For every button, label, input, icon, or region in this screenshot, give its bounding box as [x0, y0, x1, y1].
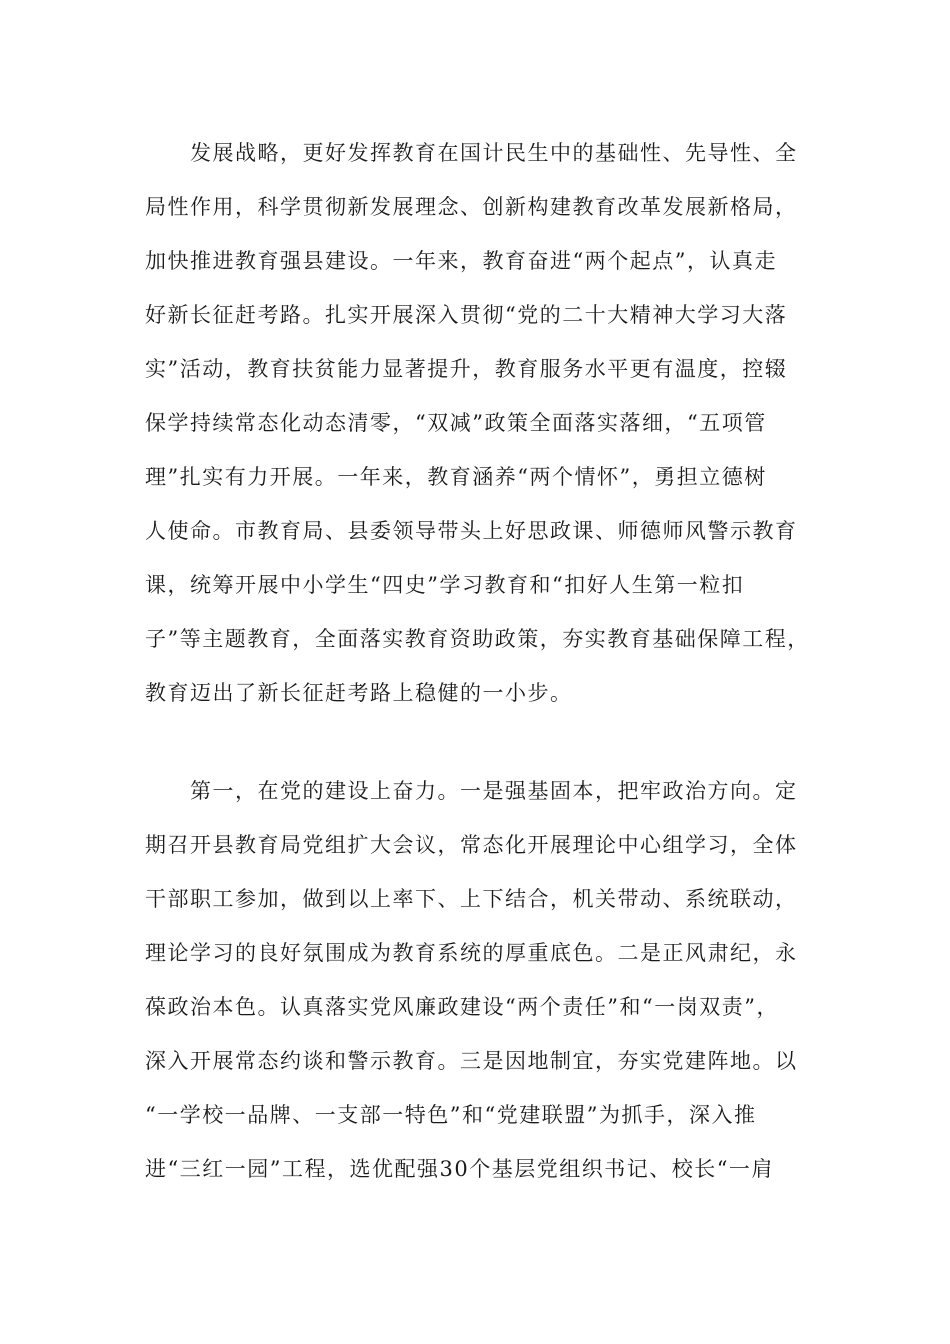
paragraph-1-line-9: 课，统筹开展中小学生“四史”学习教育和“扣好人生第一粒扣 [145, 573, 745, 597]
paragraph-1-line-10: 子”等主题教育，全面落实教育资助政策，夯实教育基础保障工程， [145, 627, 810, 651]
paragraph-2-line-3: 干部职工参加，做到以上率下、上下结合，机关带动、系统联动， [145, 887, 798, 911]
paragraph-1-line-4: 好新长征赶考路。扎实开展深入贯彻“党的二十大精神大学习大落 [145, 303, 788, 327]
paragraph-2-line-2: 期召开县教育局党组扩大会议，常态化开展理论中心组学习，全体 [145, 833, 798, 857]
paragraph-1-line-6: 保学持续常态化动态清零，“双减”政策全面落实落细，“五项管 [145, 411, 767, 435]
paragraph-1-line-7: 理”扎实有力开展。一年来，教育涵养“两个情怀”，勇担立德树 [145, 465, 767, 489]
paragraph-1-line-11: 教育迈出了新长征赶考路上稳健的一小步。 [145, 681, 573, 705]
paragraph-1-line-1: 发展战略，更好发挥教育在国计民生中的基础性、先导性、全 [190, 141, 798, 165]
paragraph-1-line-8: 人使命。市教育局、县委领导带头上好思政课、师德师风警示教育 [145, 519, 798, 543]
paragraph-2-line-6: 深入开展常态约谈和警示教育。三是因地制宜，夯实党建阵地。以 [145, 1049, 798, 1073]
paragraph-2-line-5: 葆政治本色。认真落实党风廉政建设“两个责任”和“一岗双责”， [145, 995, 779, 1019]
paragraph-2-line-7: “一学校一品牌、一支部一特色”和“党建联盟”为抓手，深入推 [145, 1103, 757, 1127]
paragraph-2-line-4: 理论学习的良好氛围成为教育系统的厚重底色。二是正风肃纪，永 [145, 941, 798, 965]
paragraph-2-line-1: 第一，在党的建设上奋力。一是强基固本，把牢政治方向。定 [190, 779, 798, 803]
paragraph-1-line-5: 实”活动，教育扶贫能力显著提升，教育服务水平更有温度，控辍 [145, 357, 788, 381]
paragraph-2-line-8: 进“三红一园”工程，选优配强30个基层党组织书记、校长“一肩 [145, 1157, 774, 1181]
paragraph-1-line-2: 局性作用，科学贯彻新发展理念、创新构建教育改革发展新格局， [145, 195, 798, 219]
paragraph-1-line-3: 加快推进教育强县建设。一年来，教育奋进“两个起点”，认真走 [145, 249, 777, 273]
